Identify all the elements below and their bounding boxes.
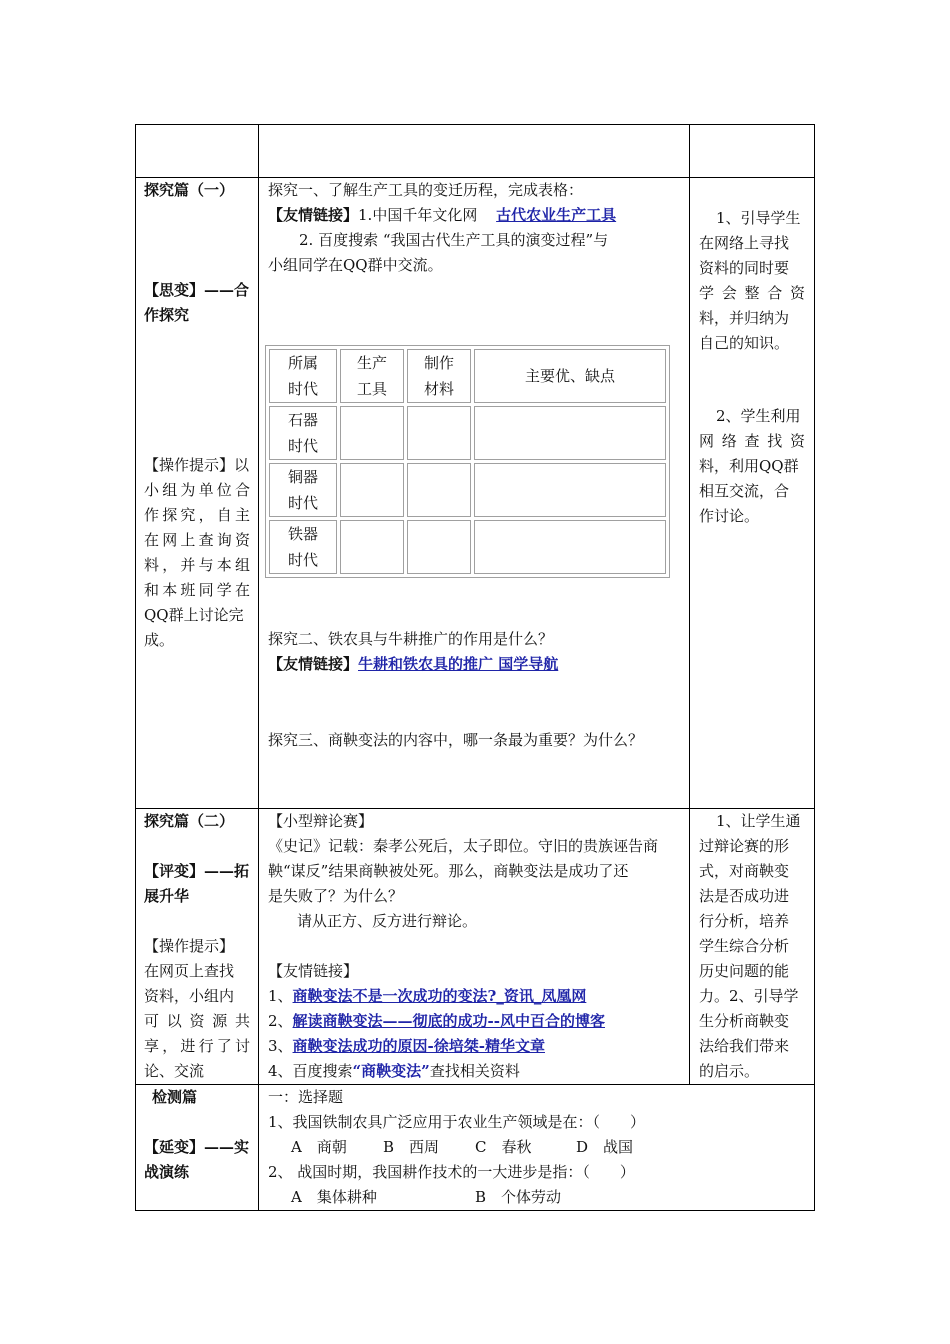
teacher-note: 网络查找资 — [699, 432, 805, 450]
teacher-note: 学生综合分析 — [699, 937, 790, 955]
teacher-note: 学会整合资 — [699, 284, 805, 302]
q1-option-a[interactable]: A 商朝 — [291, 1138, 347, 1156]
link-item: 1、商鞅变法不是一次成功的变法?_资讯_凤凰网 — [268, 987, 587, 1005]
table-row — [136, 809, 815, 1085]
hint-line: 【操作提示】以 — [144, 456, 250, 474]
teacher-note: 1、让学生通 — [716, 812, 801, 830]
links-label: 【友情链接】 — [268, 962, 359, 980]
link-ancient-farm-tools[interactable]: 古代农业生产工具 — [496, 206, 617, 224]
link-item: 3、商鞅变法成功的原因-徐培桀-精华文章 — [268, 1037, 545, 1055]
table-row — [136, 125, 815, 178]
table-cell[interactable] — [340, 406, 404, 460]
link-article[interactable]: 商鞅变法成功的原因-徐培桀-精华文章 — [292, 1037, 545, 1055]
q1-option-c[interactable]: C 春秋 — [475, 1138, 532, 1156]
table-row — [269, 520, 666, 574]
teacher-note: 作讨论。 — [699, 507, 760, 525]
table-cell[interactable] — [407, 520, 471, 574]
q2-link-line — [268, 652, 558, 677]
hint-line: QQ群上讨论完 — [144, 606, 244, 624]
section2-heading: 探究篇（二） — [144, 812, 235, 830]
section3-content-cell — [259, 1085, 815, 1211]
hint-line: 小组为单位合 — [144, 481, 250, 499]
link-item: 4、百度搜索“商鞅变法”查找相关资料 — [268, 1062, 520, 1080]
table-cell[interactable] — [407, 406, 471, 460]
teacher-note: 行分析，培养 — [699, 912, 790, 930]
link-ox-plough[interactable]: 牛耕和铁农具的推广 国学导航 — [358, 655, 559, 673]
era-iron: 铁器 时代 — [269, 520, 337, 574]
teacher-note: 料，利用QQ群 — [699, 457, 799, 475]
header-pros-cons: 主要优、缺点 — [474, 349, 666, 403]
pingbian-title-cont: 展升华 — [144, 887, 190, 905]
table-cell[interactable] — [474, 463, 666, 517]
q3-title: 探究三、商鞅变法的内容中，哪一条最为重要？为什么？ — [268, 731, 644, 749]
q1-option-d[interactable]: D 战国 — [576, 1138, 634, 1156]
pingbian-title: 【评变】——拓 — [144, 862, 250, 880]
debate-title: 【小型辩论赛】 — [268, 812, 374, 830]
teacher-note: 相互交流，合 — [699, 482, 790, 500]
table-cell[interactable] — [340, 463, 404, 517]
section2-middle-cell — [259, 809, 690, 1085]
teacher-note: 过辩论赛的形 — [699, 837, 790, 855]
teacher-note: 法给我们带来 — [699, 1037, 790, 1055]
era-bronze: 铜器 时代 — [269, 463, 337, 517]
section1-heading: 探究篇（一） — [144, 181, 235, 199]
hint-line: 和本班同学在 — [144, 581, 250, 599]
table-row — [269, 463, 666, 517]
question-2: 2、 战国时期，我国耕作技术的一大进步是指：（ ） — [268, 1163, 635, 1181]
teacher-note: 式，对商鞅变 — [699, 862, 790, 880]
link-label: 【友情链接】 — [268, 655, 359, 673]
link-label: 【友情链接】 — [268, 206, 359, 224]
teacher-note: 力。2、引导学 — [699, 987, 799, 1005]
q1-title: 探究一、了解生产工具的变迁历程，完成表格： — [268, 181, 584, 199]
debate-text: 是失败了？为什么？ — [268, 887, 404, 905]
search-keyword: “商鞅变法” — [352, 1062, 430, 1080]
q1-option-b[interactable]: B 西周 — [383, 1138, 440, 1156]
teacher-note: 法是否成功进 — [699, 887, 790, 905]
q2-option-b[interactable]: B 个体劳动 — [475, 1188, 562, 1206]
question-1: 1、我国铁制农具广泛应用于农业生产领域是在：（ ） — [268, 1113, 646, 1131]
debate-text: 《史记》记载：秦孝公死后，太子即位。守旧的贵族诬告商 — [268, 837, 659, 855]
table-row — [136, 1085, 815, 1211]
teacher-note: 生分析商鞅变 — [699, 1012, 790, 1030]
table-cell[interactable] — [340, 520, 404, 574]
teacher-note: 的启示。 — [699, 1062, 760, 1080]
teacher-note: 料，并归纳为 — [699, 309, 790, 327]
section1-middle-cell — [259, 178, 690, 809]
link-blog[interactable]: 解读商鞅变法——彻底的成功--风中百合的博客 — [292, 1012, 605, 1030]
q1-search: 2. 百度搜索 “我国古代生产工具的演变过程”与 — [299, 231, 609, 249]
teacher-note: 资料的同时要 — [699, 259, 790, 277]
hint-line: 【操作提示】 — [144, 937, 235, 955]
teacher-note: 在网络上寻找 — [699, 234, 790, 252]
hint-line: 论、交流 — [144, 1062, 205, 1080]
section2-right-cell — [690, 809, 815, 1085]
link-item: 2、解读商鞅变法——彻底的成功--风中百合的博客 — [268, 1012, 605, 1030]
q1-link-line — [268, 203, 616, 228]
teacher-note: 2、学生利用 — [716, 407, 801, 425]
question-type-title: 一：选择题 — [268, 1088, 344, 1106]
table-cell[interactable] — [474, 520, 666, 574]
tools-table — [265, 345, 670, 578]
header-tool: 生产 工具 — [340, 349, 404, 403]
section3-left-cell — [136, 1085, 259, 1211]
teacher-note: 历史问题的能 — [699, 962, 790, 980]
q1-search-cont: 小组同学在QQ群中交流。 — [268, 256, 443, 274]
sixiang-title: 【思变】——合 — [144, 281, 250, 299]
q2-title: 探究二、铁农具与牛耕推广的作用是什么？ — [268, 630, 554, 648]
table-row — [136, 178, 815, 809]
section1-left-cell — [136, 178, 259, 809]
hint-line: 可以资源共 — [144, 1012, 250, 1030]
table-cell[interactable] — [474, 406, 666, 460]
q2-option-a[interactable]: A 集体耕种 — [291, 1188, 377, 1206]
link-source: 1.中国千年文化网 — [358, 206, 478, 224]
table-cell[interactable] — [407, 463, 471, 517]
section2-left-cell — [136, 809, 259, 1085]
debate-text: 鞅“谋反”结果商鞅被处死。那么，商鞅变法是成功了还 — [268, 862, 629, 880]
teacher-note: 1、引导学生 — [716, 209, 801, 227]
section1-right-cell — [690, 178, 815, 809]
hint-line: 资料，小组内 — [144, 987, 235, 1005]
hint-line: 成。 — [144, 631, 175, 649]
header-era: 所属 时代 — [269, 349, 337, 403]
lesson-plan-table — [135, 124, 815, 1211]
row1-col1 — [136, 125, 259, 178]
sixiang-title-cont: 作探究 — [144, 306, 190, 324]
debate-instruction: 请从正方、反方进行辩论。 — [297, 912, 478, 930]
hint-line: 料，并与本组 — [144, 556, 250, 574]
row1-col3 — [690, 125, 815, 178]
yanbian-title-cont: 战演练 — [144, 1163, 190, 1181]
section3-heading: 检测篇 — [152, 1088, 198, 1106]
link-ifeng[interactable]: 商鞅变法不是一次成功的变法?_资讯_凤凰网 — [292, 987, 587, 1005]
hint-line: 作探究，自主 — [144, 506, 250, 524]
table-row — [269, 406, 666, 460]
yanbian-title: 【延变】——实 — [144, 1138, 250, 1156]
era-stone: 石器 时代 — [269, 406, 337, 460]
teacher-note: 自己的知识。 — [699, 334, 790, 352]
header-material: 制作 材料 — [407, 349, 471, 403]
hint-line: 在网页上查找 — [144, 962, 235, 980]
hint-line: 在网上查询资 — [144, 531, 250, 549]
row1-col2 — [259, 125, 690, 178]
tools-table-header — [269, 349, 666, 403]
hint-line: 享，进行了讨 — [144, 1037, 250, 1055]
